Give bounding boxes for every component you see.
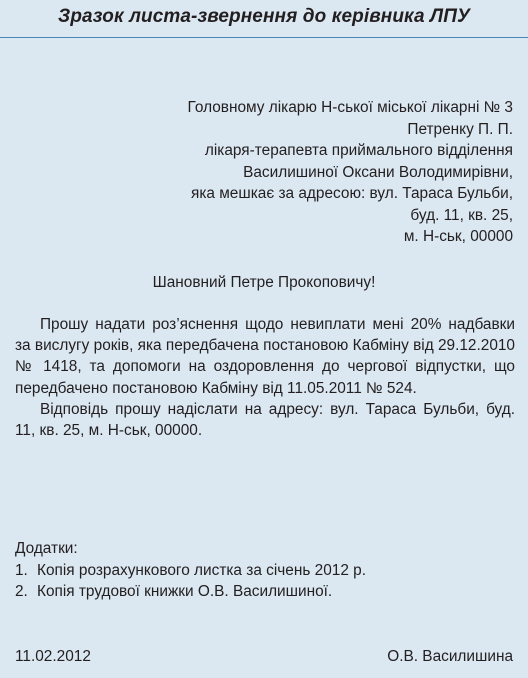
attachment-text: Копія розрахункового листка за січень 2012 р. <box>37 561 366 579</box>
attachments-heading: Додатки: <box>15 540 78 557</box>
attachment-item <box>15 581 366 603</box>
addressee-line: Головному лікарю Н-ської міської лікарні № 3 <box>187 99 513 116</box>
title-divider <box>0 37 528 38</box>
addressee-line: яка мешкає за адресою: вул. Тараса Бульби, <box>190 185 513 202</box>
attachment-text: Копія трудової книжки О.В. Василишиної. <box>37 583 333 600</box>
body-paragraph: Прошу надати роз’яснення щодо невиплати мені 20% надбавки за вислугу років, яка передбачена постановою Кабміну від 29.12.2010 № 1418, та допомоги на оздоровлення до чергової відпустки, що передбачено постановою Кабміну від 11.05.2011 № 524. <box>15 316 515 397</box>
attachment-item <box>15 560 366 582</box>
addressee-block <box>188 97 513 248</box>
attachment-number: 2. <box>15 583 28 600</box>
addressee-line: буд. 11, кв. 25, <box>410 206 513 224</box>
body-paragraph: Відповідь прошу надіслати на адресу: вул. Тараса Бульби, буд. 11, кв. 25, м. Н-ськ, 00000. <box>15 400 515 440</box>
letter-body-paragraphs <box>15 314 515 441</box>
attachment-number: 1. <box>15 561 28 579</box>
addressee-line: Петренку П. П. <box>407 120 513 138</box>
addressee-line: Василишиної Оксани Володимирівни, <box>243 163 513 181</box>
page-title: Зразок листа-звернення до керівника ЛПУ <box>58 6 470 27</box>
greeting: Шановний Петре Прокоповичу! <box>152 274 376 291</box>
attachments-block <box>15 538 366 603</box>
signature: О.В. Василишина <box>387 648 513 665</box>
addressee-line: м. Н-ськ, 00000 <box>403 228 513 245</box>
letter-date: 11.02.2012 <box>15 648 91 665</box>
addressee-line: лікаря-терапевта приймального відділення <box>204 142 513 159</box>
